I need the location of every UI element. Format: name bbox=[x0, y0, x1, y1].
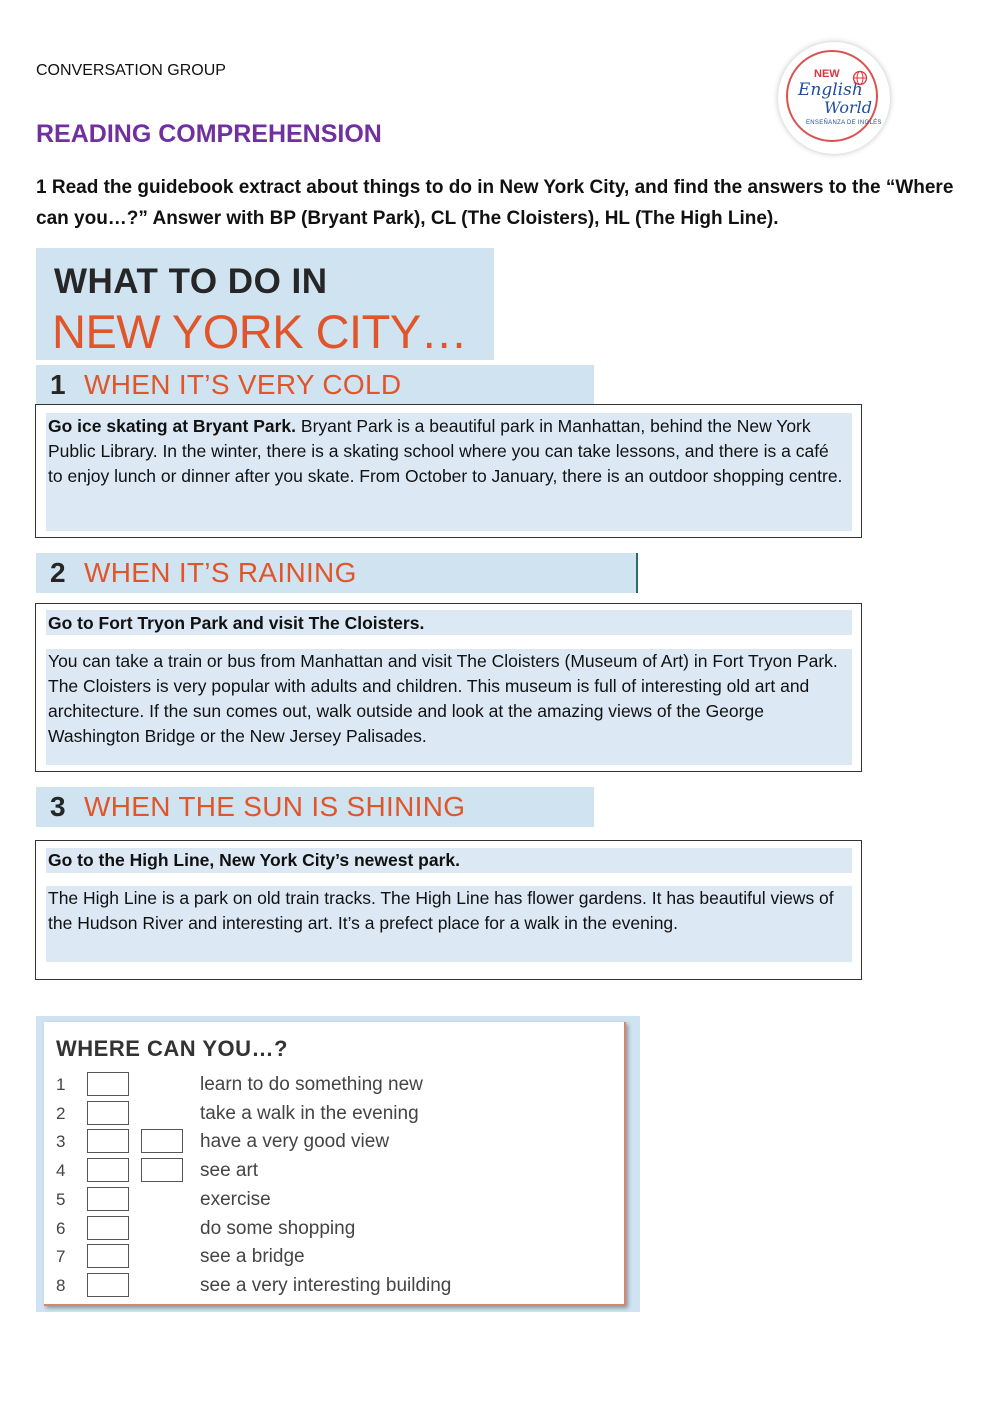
question-number: 2 bbox=[56, 1103, 66, 1123]
page-title: READING COMPREHENSION bbox=[36, 120, 382, 148]
group-label: CONVERSATION GROUP bbox=[36, 62, 226, 79]
section-3-header bbox=[36, 787, 594, 827]
question-row bbox=[44, 1101, 624, 1130]
section-2-textbox bbox=[35, 603, 862, 772]
where-can-you-title: WHERE CAN YOU…? bbox=[56, 1036, 288, 1061]
where-can-you-box bbox=[36, 1016, 640, 1312]
question-row bbox=[44, 1216, 624, 1245]
guide-header bbox=[36, 248, 494, 360]
answer-box[interactable] bbox=[87, 1216, 129, 1240]
question-number: 7 bbox=[56, 1247, 66, 1267]
question-row bbox=[44, 1273, 624, 1302]
answer-box[interactable] bbox=[87, 1129, 129, 1153]
instructions: 1 Read the guidebook extract about things to do in New York City, and find the answers to the “Where can you…?” Answer with BP (Bryant Park), CL (The Cloisters), HL (The High Line). bbox=[36, 177, 954, 229]
answer-box[interactable] bbox=[87, 1101, 129, 1125]
question-text: see a very interesting building bbox=[200, 1274, 452, 1296]
section-1-body: Bryant Park is a beautiful park in Manhattan, behind the New York Public Library. In the winter, there is a skating school where you can take lessons, and there is a café to enjoy lunch or dinner after you skate. From October to January, there is an outdoor shopping centre. bbox=[48, 416, 843, 486]
section-2-header bbox=[36, 553, 638, 593]
question-number: 1 bbox=[56, 1075, 66, 1094]
question-row bbox=[44, 1072, 624, 1101]
section-number: 3 bbox=[50, 791, 66, 822]
where-can-you-card bbox=[44, 1022, 626, 1306]
answer-box[interactable] bbox=[87, 1158, 129, 1182]
question-number: 4 bbox=[56, 1161, 66, 1181]
question-number: 5 bbox=[56, 1189, 66, 1209]
section-2-lead: Go to Fort Tryon Park and visit The Cloisters. bbox=[48, 613, 425, 633]
section-1-textbox bbox=[35, 404, 862, 538]
question-row bbox=[44, 1187, 624, 1216]
question-text: have a very good view bbox=[200, 1131, 390, 1153]
section-3-textbox bbox=[35, 840, 862, 980]
answer-box[interactable] bbox=[87, 1244, 129, 1268]
question-number: 3 bbox=[56, 1132, 66, 1152]
logo-world-text: World bbox=[824, 98, 872, 117]
section-title: WHEN IT’S RAINING bbox=[84, 557, 357, 588]
guide-header-line2: NEW YORK CITY… bbox=[52, 305, 468, 358]
answer-box[interactable] bbox=[141, 1158, 183, 1182]
question-number: 6 bbox=[56, 1218, 66, 1238]
section-number: 2 bbox=[50, 557, 66, 588]
question-row bbox=[44, 1244, 624, 1273]
section-1-lead: Go ice skating at Bryant Park. bbox=[48, 416, 297, 436]
section-title: WHEN THE SUN IS SHINING bbox=[84, 791, 466, 822]
answer-box[interactable] bbox=[87, 1072, 129, 1096]
question-row bbox=[44, 1158, 624, 1187]
question-text: learn to do something new bbox=[200, 1074, 423, 1095]
question-text: see art bbox=[200, 1160, 259, 1182]
globe-icon bbox=[852, 70, 868, 86]
logo-new-text: NEW bbox=[814, 68, 840, 80]
section-number: 1 bbox=[50, 369, 66, 400]
section-1-text bbox=[48, 414, 848, 489]
question-text: do some shopping bbox=[200, 1217, 356, 1239]
question-number: 8 bbox=[56, 1275, 66, 1295]
question-text: see a bridge bbox=[200, 1246, 305, 1268]
answer-box[interactable] bbox=[87, 1273, 129, 1297]
logo-tagline: ENSEÑANZA DE INGLÉS bbox=[806, 120, 882, 126]
question-text: exercise bbox=[200, 1188, 271, 1210]
section-3-lead: Go to the High Line, New York City’s newest park. bbox=[48, 850, 460, 870]
section-title: WHEN IT’S VERY COLD bbox=[84, 369, 402, 400]
logo-english-text: English bbox=[798, 80, 863, 100]
question-text: take a walk in the evening bbox=[200, 1102, 419, 1124]
section-3-body: The High Line is a park on old train tracks. The High Line has flower gardens. It has beautiful views of the Hudson River and interesting art. It’s a prefect place for a walk in the evening. bbox=[48, 888, 834, 933]
answer-box[interactable] bbox=[87, 1187, 129, 1211]
school-logo bbox=[778, 42, 890, 154]
answer-box[interactable] bbox=[141, 1129, 183, 1153]
guide-header-line1: WHAT TO DO IN bbox=[54, 262, 328, 301]
question-row bbox=[44, 1129, 624, 1158]
section-2-body: You can take a train or bus from Manhattan and visit The Cloisters (Museum of Art) in Fort Tryon Park. The Cloisters is very popular with adults and children. This museum is full of interesting old art and architecture. If the sun comes out, walk outside and look at the amazing views of the George Washington Bridge or the New Jersey Palisades. bbox=[48, 651, 838, 746]
section-1-header bbox=[36, 365, 594, 405]
